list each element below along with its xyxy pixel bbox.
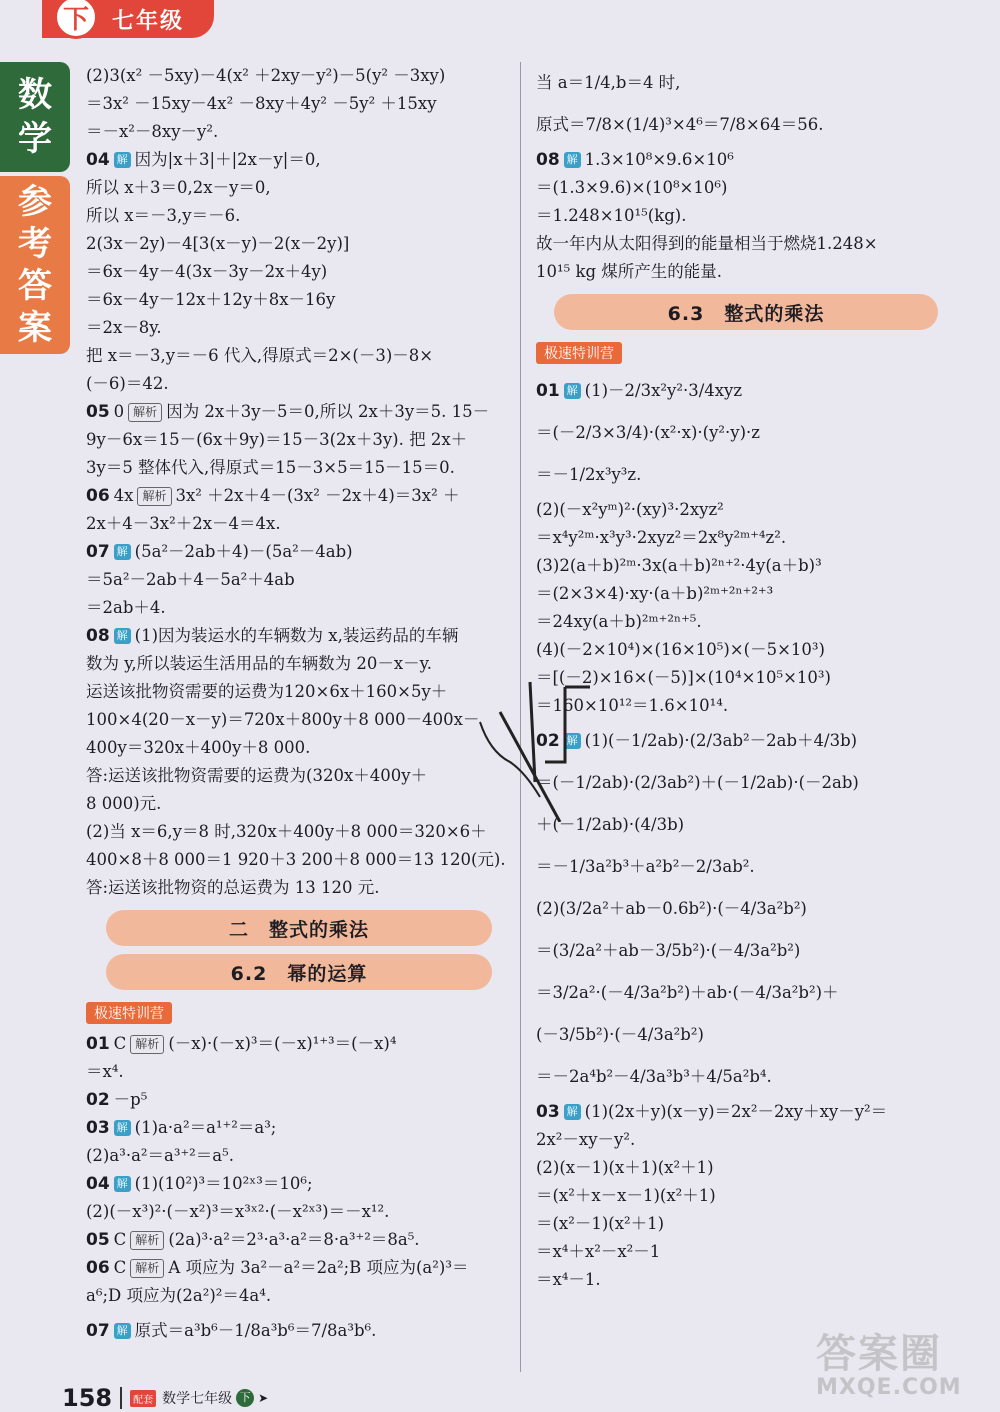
- s63-question-02: 02 解 (1)(－1/2ab)·(2/3ab²－2ab＋4/3b) ＝(－1/2ab)·(2/3ab²)＋(－1/2ab)·(－2ab) ＋(－1/2ab)·(4/3b) ＝－1/3a²b³＋a²b²－2/3ab². (2)(3/2a²＋ab－0.6b²)·(－4/3a²b²) ＝(3/2a²＋ab－3/5b²)·(－4/3a²b²) ＝3/2a²·(－4/3a²b²)＋ab·(－4/3a²b²)＋ (－3/5b²)·(－4/3a²b²) ＝－2a⁴b²－4/3a³b³＋4/5a²b⁴.: [536, 731, 859, 1086]
- solution-tag: 解: [114, 1323, 131, 1339]
- left-column: [86, 62, 506, 1352]
- solution-tag: 解: [564, 733, 581, 749]
- analysis-tag: 解析: [130, 1035, 164, 1054]
- footer-divider: [120, 1387, 122, 1409]
- section-heading-chapter: 二 整式的乘法: [106, 910, 492, 946]
- s62-question-03: 03 解 (1)a·a²＝a¹⁺²＝a³; (2)a³·a²＝a³⁺²＝a⁵.: [86, 1118, 277, 1165]
- section-heading-6-2: 6.2 幂的运算: [106, 954, 492, 990]
- question-07-part2: 当 a＝1/4,b＝4 时, 原式＝7/8×(1/4)³×4⁶＝7/8×64＝56.: [536, 73, 824, 134]
- practice-label: 极速特训营: [536, 342, 622, 364]
- solution-tag: 解: [564, 1104, 581, 1120]
- handwritten-mark: [470, 672, 590, 822]
- s63-question-01: 01 解 (1)－2/3x²y²·3/4xyz ＝(－2/3×3/4)·(x²·x)·(y²·y)·z ＝－1/2x³y³z. (2)(－x²yᵐ)²·(xy)³·2xyz² ＝x⁴y²ᵐ·x³y³·2xyz²＝2x⁸y²ᵐ⁺⁴z². (3)2(a＋b)²ᵐ·3x(a＋b)²ⁿ⁺²·4y(a＋b)³ ＝(2×3×4)·xy·(a＋b)²ᵐ⁺²ⁿ⁺²⁺³ ＝24xy(a＋b)²ᵐ⁺²ⁿ⁺⁵. (4)(－2×10⁴)×(16×10⁵)×(－5×10³) ＝[(－2)×16×(－5)]×(10⁴×10⁵×10³) ＝160×10¹²＝1.6×10¹⁴.: [536, 381, 831, 715]
- analysis-tag: 解析: [130, 1231, 164, 1250]
- page-footer: [62, 1384, 268, 1412]
- question-07: 07 解 (5a²－2ab＋4)－(5a²－4ab) ＝5a²－2ab＋4－5a²＋4ab ＝2ab＋4.: [86, 542, 353, 617]
- question-05: 05 0 解析 因为 2x＋3y－5＝0,所以 2x＋3y＝5. 15－ 9y－6x＝15－(6x＋9y)＝15－3(2x＋3y). 把 2x＋ 3y＝5 整体代入,得原式＝15－3×5＝15－15＝0.: [86, 402, 490, 477]
- solution-tag: 解: [114, 628, 131, 644]
- analysis-tag: 解析: [130, 1259, 164, 1278]
- solution-tag: 解: [564, 383, 581, 399]
- grade-badge: [42, 0, 214, 38]
- s62-question-07: 07 解 原式＝a³b⁶－1/8a³b⁶＝7/8a³b⁶.: [86, 1321, 377, 1341]
- s62-question-01: 01 C 解析 (－x)·(－x)³＝(－x)¹⁺³＝(－x)⁴ ＝x⁴.: [86, 1034, 397, 1081]
- arrow-icon: ➤: [258, 1391, 269, 1405]
- volume-badge: 下: [54, 0, 98, 39]
- grade-label: 七年级: [112, 8, 185, 34]
- practice-label: 极速特训营: [86, 1002, 172, 1024]
- s62-question-04: 04 解 (1)(10²)³＝10²ˣ³＝10⁶; (2)(－x³)²·(－x²)³＝x³ˣ²·(－x²ˣ³)＝－x¹².: [86, 1174, 390, 1221]
- question-08-right: 08 解 1.3×10⁸×9.6×10⁶ ＝(1.3×9.6)×(10⁸×10⁶) ＝1.248×10¹⁵(kg). 故一年内从太阳得到的能量相当于燃烧1.248× 10¹⁵ kg 煤所产生的能量.: [536, 150, 878, 281]
- s63-question-03: 03 解 (1)(2x＋y)(x－y)＝2x²－2xy＋xy－y²＝ 2x²－xy－y². (2)(x－1)(x＋1)(x²＋1) ＝(x²＋x－x－1)(x²＋1) ＝(x²－1)(x²＋1) ＝x⁴＋x²－x²－1 ＝x⁴－1.: [536, 1102, 888, 1289]
- s62-question-05: 05 C 解析 (2a)³·a²＝2³·a³·a²＝8·a³⁺²＝8a⁵.: [86, 1230, 420, 1250]
- watermark: 答案圈 MXQE.COM: [816, 1331, 962, 1400]
- right-column: [536, 62, 976, 1294]
- question-04: 04 解 因为|x＋3|＋|2x－y|＝0, 所以 x＋3＝0,2x－y＝0, 所以 x＝－3,y＝－6. 2(3x－2y)－4[3(x－y)－2(x－2y)] ＝6x－4y－4(3x－3y－2x＋4y) ＝6x－4y－12x＋12y＋8x－16y ＝2x－8y. 把 x＝－3,y＝－6 代入,得原式＝2×(－3)－8× (－6)＝42.: [86, 150, 434, 393]
- question-06: 06 4x 解析 3x² ＋2x＋4－(3x² －2x＋4)＝3x² ＋ 2x＋4－3x²＋2x－4＝4x.: [86, 486, 460, 533]
- question-08: 08 解 (1)因为装运水的车辆数为 x,装运药品的车辆 数为 y,所以装运生活用品的车辆数为 20－x－y. 运送该批物资需要的运费为120×6x＋160×5y＋ 100×4(20－x－y)＝720x＋800y＋8 000－400x－ 400y＝320x＋400y＋8 000. 答:运送该批物资需要的运费为(320x＋400y＋ 8 000)元. (2)当 x＝6,y＝8 时,320x＋400y＋8 000＝320×6＋ 400×8＋8 000＝1 920＋3 200＋8 000＝13 120(元). 答:运送该批物资的总运费为 13 120 元.: [86, 626, 506, 897]
- section-heading-6-3: 6.3 整式的乘法: [554, 294, 938, 330]
- solution-tag: 解: [114, 544, 131, 560]
- analysis-tag: 解析: [128, 403, 162, 422]
- page-number: 158: [62, 1384, 113, 1412]
- answer-key-tab: 参 考 答 案: [0, 176, 70, 354]
- s62-question-06: 06 C 解析 A 项应为 3a²－a²＝2a²;B 项应为(a²)³＝ a⁶;D 项应为(2a²)²＝4a⁴.: [86, 1258, 469, 1305]
- solution-tag: 解: [114, 1176, 131, 1192]
- volume-icon: 下: [236, 1389, 254, 1407]
- question-03-part2: (2)3(x² －5xy)－4(x² ＋2xy－y²)－5(y² －3xy) ＝3x² －15xy－4x² －8xy＋4y² －5y² ＋15xy ＝－x²－8xy－y².: [86, 66, 446, 141]
- analysis-tag: 解析: [137, 487, 171, 506]
- solution-tag: 解: [114, 1120, 131, 1136]
- s62-question-02: 02 －p⁵: [86, 1090, 148, 1110]
- footer-subject: 数学七年级: [162, 1391, 233, 1407]
- solution-tag: 解: [564, 152, 581, 168]
- solution-tag: 解: [114, 152, 131, 168]
- subject-tab: 数 学: [0, 62, 70, 172]
- series-logo: 配套: [130, 1390, 156, 1407]
